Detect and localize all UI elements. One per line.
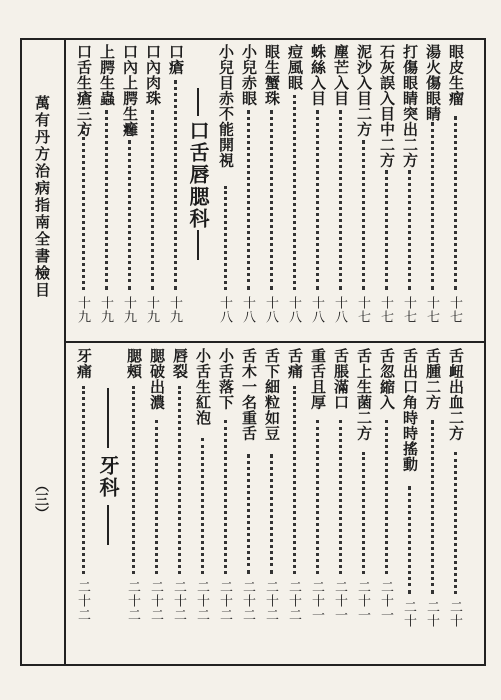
toc-entry-title: 口內肉珠	[144, 44, 162, 106]
toc-entry-title: 石灰誤入目中二方	[378, 44, 396, 168]
toc-entry-page: 二十二	[125, 580, 140, 622]
toc-entry-title: 口舌生瘡三方	[75, 44, 93, 137]
leader-dots	[408, 170, 414, 290]
toc-entry-title: 牙痛	[75, 348, 93, 379]
toc-entry-page: 十八	[286, 296, 301, 324]
toc-entry-title: 上腭生蟲	[98, 44, 116, 106]
toc-entry-title: 眼生蟹珠	[263, 44, 281, 106]
toc-entry-title: 打傷眼睛突出二方	[401, 44, 419, 168]
toc-entry-title: 小舌生紅泡	[194, 348, 212, 426]
toc-entry-title: 痘風眼	[286, 44, 304, 91]
toc-entry-title: 蛛絲入目	[309, 44, 327, 106]
leader-dots	[316, 420, 322, 574]
leader-dots	[385, 420, 391, 574]
toc-entry-title: 腮破出濃	[148, 348, 166, 410]
leader-dots	[339, 110, 345, 290]
leader-dots	[105, 110, 111, 290]
toc-entry-title: 舌上生菌二方	[355, 348, 373, 441]
toc-entry-page: 二十二	[217, 580, 232, 622]
toc-entry-page: 二十一	[378, 580, 393, 622]
toc-entry-title: 唇裂	[171, 348, 189, 379]
toc-entry-page: 十九	[121, 296, 136, 324]
leader-dots	[82, 386, 88, 574]
left-margin-rule	[64, 38, 66, 666]
toc-entry-page: 二十一	[309, 580, 324, 622]
toc-entry-title: 舌忽縮入	[378, 348, 396, 410]
toc-entry-title: 泥沙入目二方	[355, 44, 373, 137]
leader-dots	[270, 110, 276, 290]
running-title: 萬有丹方治病指南全書檢目	[33, 95, 51, 299]
toc-entry-title: 眼皮生瘤	[447, 44, 465, 106]
leader-dots	[362, 140, 368, 290]
toc-entry-page: 二十一	[332, 580, 347, 622]
toc-entry-title: 小兒目赤不能開視	[217, 44, 235, 168]
toc-entry-page: 十七	[447, 296, 462, 324]
leader-dots	[224, 186, 230, 290]
leader-dots	[362, 452, 368, 574]
bottom-border	[20, 664, 486, 666]
leader-dots	[408, 486, 414, 594]
toc-entry-page: 十九	[144, 296, 159, 324]
leader-dots	[132, 386, 138, 574]
section-rule-top	[197, 88, 199, 116]
toc-entry-title: 腮頰	[125, 348, 143, 379]
section-rule-bottom	[107, 505, 109, 545]
toc-entry-page: 二十二	[194, 580, 209, 622]
toc-entry-page: 十八	[309, 296, 324, 324]
leader-dots	[270, 454, 276, 574]
toc-entry-page: 十八	[240, 296, 255, 324]
leader-dots	[151, 110, 157, 290]
leader-dots	[247, 110, 253, 290]
toc-entry-title: 小舌落下	[217, 348, 235, 410]
leader-dots	[293, 95, 299, 290]
leader-dots	[82, 125, 88, 290]
toc-entry-title: 舌腫二方	[424, 348, 442, 410]
leader-dots	[385, 170, 391, 290]
left-border	[20, 38, 22, 666]
toc-entry-title: 舌木一名重舌	[240, 348, 258, 441]
toc-entry-page: 十七	[378, 296, 393, 324]
leader-dots	[201, 438, 207, 574]
leader-dots	[293, 386, 299, 574]
toc-entry-title: 舌痛	[286, 348, 304, 379]
toc-entry-page: 十七	[355, 296, 370, 324]
toc-entry-page: 十八	[263, 296, 278, 324]
top-border	[20, 38, 486, 40]
section-heading: 牙科	[96, 455, 120, 499]
toc-entry-page: 十九	[75, 296, 90, 324]
toc-entry-title: 重舌且厚	[309, 348, 327, 410]
toc-entry-title: 舌脹滿口	[332, 348, 350, 410]
toc-entry-page: 十九	[98, 296, 113, 324]
toc-entry-page: 十八	[332, 296, 347, 324]
leader-dots	[178, 386, 184, 574]
toc-entry-page: 二十二	[286, 580, 301, 622]
leader-dots	[431, 122, 437, 290]
toc-entry-page: 二十	[401, 600, 416, 628]
toc-entry-title: 舌下細粒如豆	[263, 348, 281, 441]
section-rule-top	[107, 388, 109, 448]
toc-entry-page: 二十二	[148, 580, 163, 622]
toc-entry-page: 二十二	[171, 580, 186, 622]
toc-entry-page: 二十	[424, 600, 439, 628]
toc-entry-page: 十九	[167, 296, 182, 324]
leader-dots	[155, 420, 161, 574]
toc-entry-page: 二十	[447, 600, 462, 628]
leader-dots	[454, 116, 460, 290]
toc-entry-title: 口瘡	[167, 44, 185, 75]
right-border	[484, 38, 486, 666]
leader-dots	[339, 420, 345, 574]
leader-dots	[174, 80, 180, 290]
leader-dots	[454, 452, 460, 594]
leader-dots	[128, 140, 134, 290]
toc-entry-page: 二十二	[240, 580, 255, 622]
leader-dots	[247, 454, 253, 574]
toc-entry-page: 二十二	[75, 580, 90, 622]
toc-entry-title: 舌衄出血二方	[447, 348, 465, 441]
leader-dots	[431, 420, 437, 594]
toc-entry-title: 口內上腭生癰	[121, 44, 139, 137]
page-number: （三）	[33, 478, 49, 520]
block-divider	[64, 341, 486, 343]
toc-entry-title: 塵芒入目	[332, 44, 350, 106]
leader-dots	[224, 420, 230, 574]
section-heading: 口舌唇腮科	[186, 120, 210, 230]
toc-entry-page: 十七	[424, 296, 439, 324]
leader-dots	[316, 110, 322, 290]
toc-entry-page: 二十二	[263, 580, 278, 622]
toc-entry-page: 十七	[401, 296, 416, 324]
toc-entry-page: 十八	[217, 296, 232, 324]
toc-entry-title: 舌出口角時時搖動	[401, 348, 419, 472]
section-rule-bottom	[197, 230, 199, 260]
toc-entry-page: 二十一	[355, 580, 370, 622]
toc-entry-title: 小兒赤眼	[240, 44, 258, 106]
toc-entry-title: 湯火傷眼睛	[424, 44, 442, 122]
